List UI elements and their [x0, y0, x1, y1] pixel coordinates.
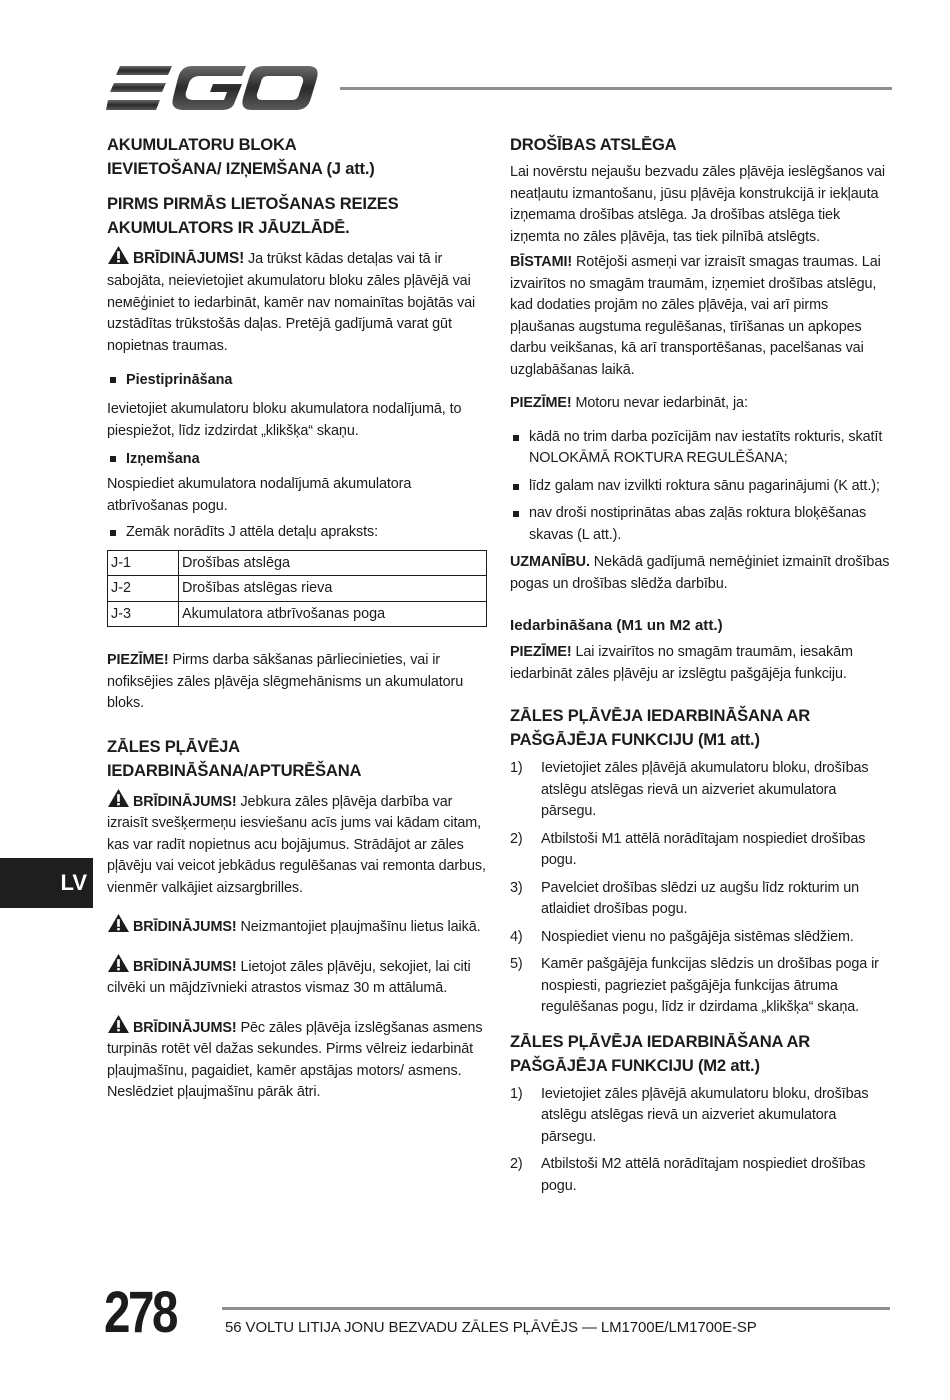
note-label: PIEZĪME! [107, 652, 169, 668]
list-item: 2) Atbilstoši M2 attēlā norādītajam nospiediet drošības pogu. [510, 1156, 866, 1194]
list-item: līdz galam nav izvilkti roktura sānu pagarinājumi (K att.); [510, 476, 892, 498]
warning-label: BRĪDINĀJUMS! [133, 958, 237, 975]
remove-paragraph: Nospiediet akumulatora nodalījumā akumulatora atbrīvošanas pogu. [107, 476, 412, 514]
header-rule [340, 87, 892, 90]
list-item: 2) Atbilstoši M1 attēlā norādītajam nospiediet drošības pogu. [510, 830, 866, 868]
footer-title: 56 VOLTU LITIJA JONU BEZVADU ZĀLES PĻĀVĒJS — LM1700E/LM1700E-SP [225, 1319, 757, 1336]
bullet-description: Zemāk norādīts J attēla detaļu apraksts: [107, 522, 487, 544]
bullet-square [513, 511, 519, 517]
danger-paragraph [510, 252, 892, 381]
warning-label: BRĪDINĀJUMS! [133, 793, 237, 810]
warning-triangle-icon [107, 788, 130, 808]
note-text: Pirms darba sākšanas pārliecinieties, vai ir nofiksējies zāles pļāvēja slēgmehānisms un akumulatoru bloks. [107, 652, 464, 711]
table-row [108, 576, 487, 602]
warning-label: BRĪDINĀJUMS! [133, 250, 245, 267]
warning-triangle-icon [107, 913, 130, 933]
parts-table [107, 550, 487, 628]
bullet-attach: Piestiprināšana [107, 369, 487, 391]
caution-label: UZMANĪBU. [510, 554, 590, 570]
list-item: 1) Ievietojiet zāles pļāvējā akumulatoru bloku, drošības atslēgu atslēgas rievā un aizveriet akumulatora pārsegu. [510, 760, 869, 819]
note-label: PIEZĪME! [510, 395, 572, 411]
list-item: 5) Kamēr pašgājēja funkcijas slēdzis un drošības poga ir nospiesti, pagrieziet pašgājēja funkcijas ātruma regulēšanas pogu, līdz ir dzirdama „klikšķa“ skaņa. [510, 956, 879, 1015]
footer-rule [222, 1307, 890, 1310]
table-cell-code: J-1 [108, 550, 179, 576]
warning-label: BRĪDINĀJUMS! [133, 919, 237, 935]
table-cell-code: J-2 [108, 576, 179, 602]
table-cell-desc: Drošības atslēga [179, 550, 487, 576]
note-text: Lai izvairītos no smagām traumām, iesakām iedarbināt zāles pļāvēju ar izslēgtu pašgājēja funkciju. [510, 644, 853, 682]
section-heading: ZĀLES PĻĀVĒJA IEDARBINĀŠANA AR PAŠGĀJĒJA FUNKCIJU (M1 att.) [510, 706, 811, 749]
bullet-square [110, 377, 116, 383]
language-tab: LV [0, 858, 93, 908]
bullet-square [513, 484, 519, 490]
left-column [107, 133, 487, 1104]
page-number: 278 [104, 1280, 176, 1345]
note-paragraph [510, 642, 892, 685]
list-item: 1) Ievietojiet zāles pļāvējā akumulatoru bloku, drošības atslēgu atslēgas rievā un aizveriet akumulatora pārsegu. [510, 1085, 869, 1145]
caution-paragraph [510, 552, 892, 595]
warning-paragraph [107, 913, 487, 939]
warning-text: Lietojot zāles pļāvēju, sekojiet, lai citi cilvēki un mājdzīvnieki atrastos vismaz 30 m attālumā. [107, 958, 471, 996]
list-item: 3) Pavelciet drošības slēdzi uz augšu līdz rokturim un atlaidiet drošības pogu. [510, 879, 860, 917]
table-row [108, 550, 487, 576]
section-heading: AKUMULATORU BLOKA IEVIETOŠANA/ IZŅEMŠANA (J att.) [107, 135, 375, 178]
note-paragraph [510, 393, 892, 415]
bullet-square [110, 456, 116, 462]
list-item: nav droši nostiprinātas abas zaļās roktura bloķēšanas skavas (L att.). [510, 503, 892, 546]
bullet-remove: Izņemšana [107, 448, 487, 470]
warning-text: Ja trūkst kādas detaļas vai tā ir sabojāta, neievietojiet akumulatoru bloku zāles pļāvējā vai neмēģiniet to iedarbināt, kamēr nav nomainītas bojātās vai uzstādītas trūkstošās daļas. Pretējā gadījumā varat gūt nopietnas traumas. [107, 251, 476, 354]
list-item: 4) Nospiediet vienu no pašgājēja sistēmas slēdžiem. [510, 928, 854, 945]
danger-text: Rotējoši asmeņi var izraisīt smagas traumas. Lai izvairītos no smagām traumām, izņemiet drošības atslēgu, kad dodaties projām no zāles pļāvēja, vai arī pirms pļaušanas augstuma regulēšanas, tīrīšanas un apkopes darbu veikšanas, kā arī transportēšanas, pacelšanas vai uzglabāšanas laikā. [510, 254, 881, 378]
bullet-square [513, 435, 519, 441]
table-cell-code: J-3 [108, 601, 179, 627]
note-text: Motoru nevar iedarbināt, ja: [571, 395, 748, 411]
note-label: PIEZĪME! [510, 644, 572, 660]
warning-text: Pēc zāles pļāvēja izslēgšanas asmens turpinās rotēt vēl dažas sekundes. Pirms vēlreiz iedarbināt pļaujmašīnu, pagaidiet, kamēr apstājas motors/ asmens. Neslēdziet pļaujmašīnu pārāk ātri. [107, 1019, 483, 1100]
section-heading: DROŠĪBAS ATSLĒGA [510, 135, 677, 154]
warning-text: Jebkura zāles pļāvēja darbība var izraisīt svešķermeņu iesviešanu acīs jums vai kādam citam, kas var radīt nopietnus acu bojājumus. Strādājot ar zāles pļāvēju vai veicot jebkādus regulēšanas vai remonta darbus, vienmēr valkājiet aizsargbrilles. [107, 793, 486, 896]
section-heading: ZĀLES PĻĀVĒJA IEDARBINĀŠANA/APTURĒŠANA [107, 736, 362, 780]
warning-paragraph [107, 245, 487, 357]
warning-text: Neizmantojiet pļaujmašīnu lietus laikā. [236, 919, 481, 935]
warning-paragraph [107, 953, 487, 1000]
table-row [108, 601, 487, 627]
caution-text: Nekādā gadījumā nemēģiniet izmainīt drošības pogas un drošības slēdža darbību. [510, 554, 890, 592]
warning-paragraph [107, 1014, 487, 1104]
paragraph: Lai novērstu nejaušu bezvadu zāles pļāvēja ieslēgšanos vai neatļautu izmantošanu, jūsu pļāvēja konstrukcijā ir iekļauta izņemama drošības atslēga. Ja drošības atslēga tiek izņemta no zāles pļāvēja, tas tiek pilnībā atslēgts. [510, 164, 885, 245]
note-paragraph [107, 650, 487, 715]
section-heading: PIRMS PIRMĀS LIETOŠANAS REIZES AKUMULATORS IR JĀUZLĀDĒ. [107, 194, 399, 237]
warning-label: BRĪDINĀJUMS! [133, 1019, 237, 1036]
table-cell-desc: Akumulatora atbrīvošanas poga [179, 601, 487, 627]
warning-triangle-icon [107, 953, 130, 973]
table-cell-desc: Drošības atslēgas rieva [179, 576, 487, 602]
ego-logo [106, 64, 318, 112]
section-heading: ZĀLES PĻĀVĒJA IEDARBINĀŠANA AR PAŠGĀJĒJA FUNKCIJU (M2 att.) [510, 1031, 811, 1075]
attach-paragraph: Ievietojiet akumulatoru bloku akumulatora nodalījumā, to piespiežot, līdz izdzirdat „klikšķa“ skaņu. [107, 401, 462, 439]
bullet-square [110, 530, 116, 536]
danger-label: BĪSTAMI! [510, 254, 573, 270]
list-item: kādā no trim darba pozīcijām nav iestatīts rokturis, skatīt NOLOKĀMĀ ROKTURA REGULĒŠANA; [510, 427, 892, 470]
warning-paragraph [107, 788, 487, 900]
right-column [510, 133, 892, 1197]
warning-triangle-icon [107, 245, 130, 265]
warning-triangle-icon [107, 1014, 130, 1034]
subheading: Iedarbināšana (M1 un M2 att.) [510, 617, 723, 634]
